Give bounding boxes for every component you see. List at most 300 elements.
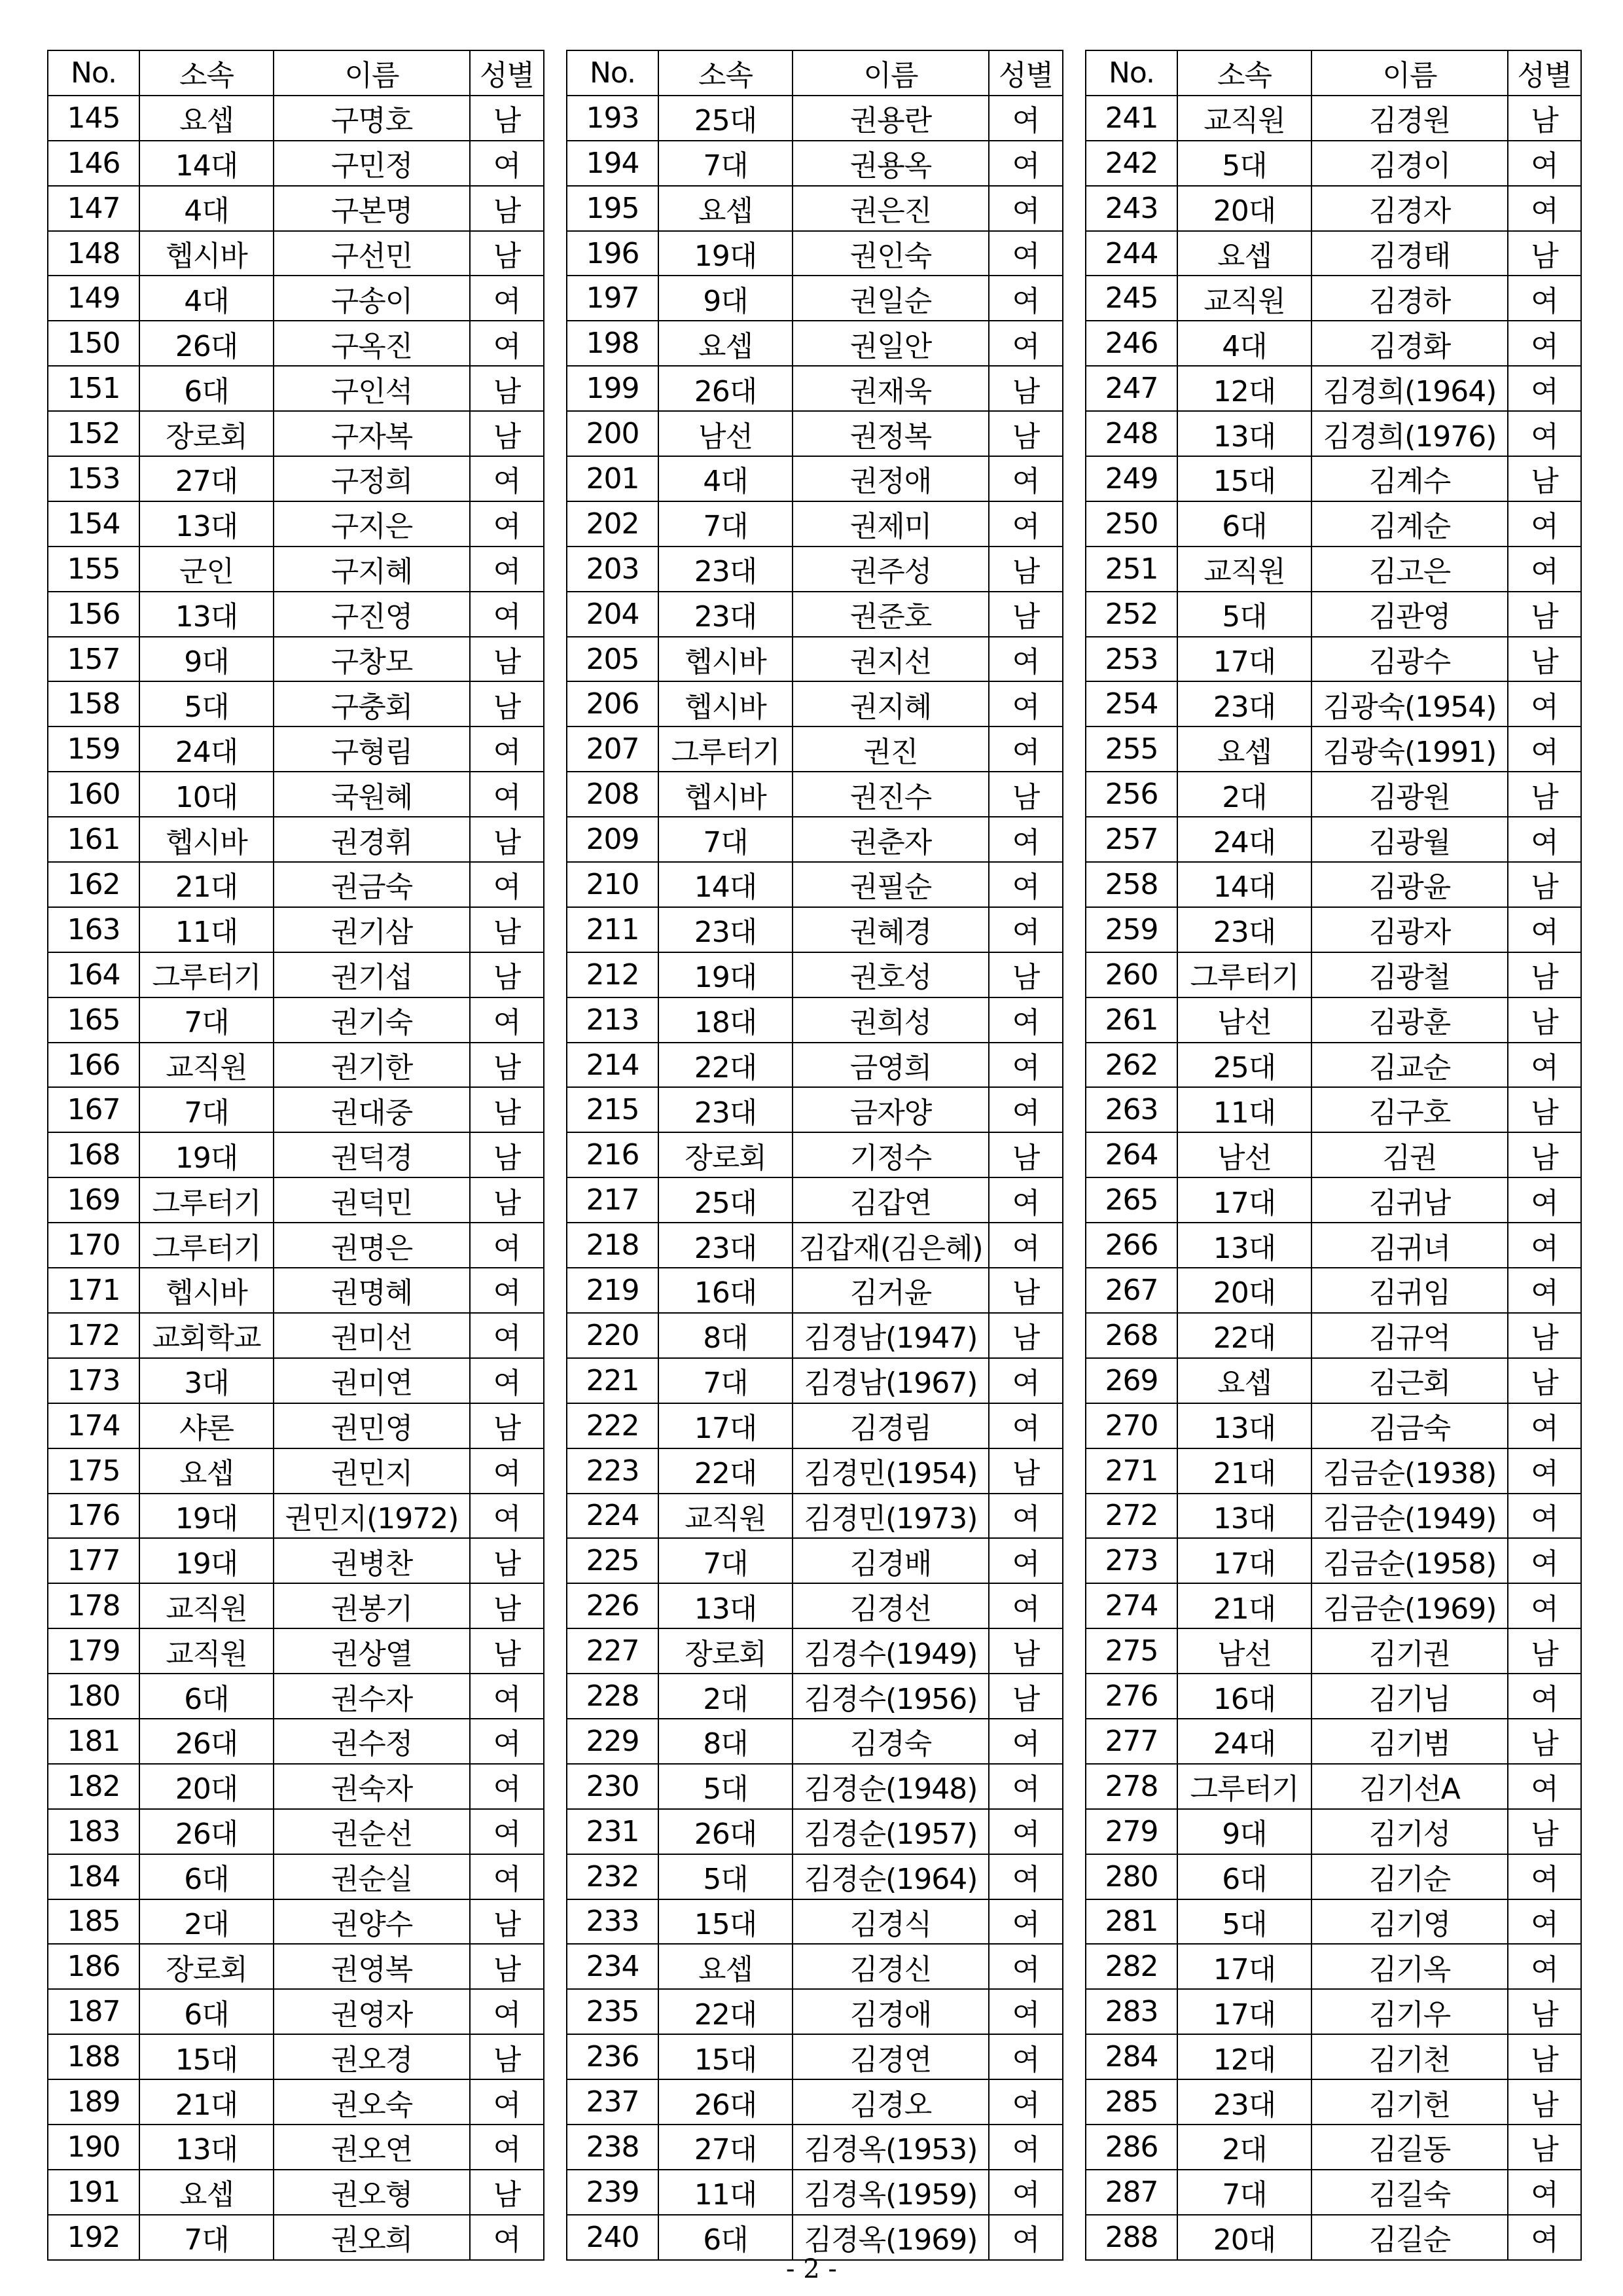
cell-no: 172 <box>48 1313 139 1358</box>
cell-no: 190 <box>48 2125 139 2170</box>
cell-affiliation: 22대 <box>658 1043 793 1088</box>
cell-affiliation: 20대 <box>1177 1268 1311 1313</box>
cell-gender: 여 <box>470 1719 544 1764</box>
cell-no: 280 <box>1086 1854 1177 1899</box>
cell-gender: 남 <box>470 952 544 997</box>
cell-no: 185 <box>48 1899 139 1945</box>
cell-no: 263 <box>1086 1087 1177 1132</box>
cell-affiliation: 5대 <box>1177 592 1311 637</box>
cell-affiliation: 15대 <box>658 2034 793 2079</box>
table-row <box>1086 637 1581 682</box>
cell-name: 김광자 <box>1311 907 1508 952</box>
cell-gender: 여 <box>989 2034 1063 2079</box>
cell-gender: 여 <box>989 501 1063 547</box>
cell-gender: 남 <box>470 96 544 141</box>
cell-gender: 여 <box>1508 2170 1581 2215</box>
cell-affiliation: 25대 <box>1177 1043 1311 1088</box>
cell-name: 권미연 <box>274 1358 470 1403</box>
cell-gender: 여 <box>989 1764 1063 1809</box>
cell-no: 177 <box>48 1538 139 1583</box>
cell-affiliation: 남선 <box>1177 1628 1311 1674</box>
table-row <box>1086 1313 1581 1358</box>
cell-affiliation: 8대 <box>658 1719 793 1764</box>
cell-name: 권용옥 <box>793 141 989 186</box>
header-gender: 성별 <box>989 50 1063 96</box>
cell-gender: 여 <box>1508 1899 1581 1945</box>
cell-no: 218 <box>567 1223 658 1268</box>
table-row <box>1086 1854 1581 1899</box>
cell-affiliation: 교직원 <box>139 1043 274 1088</box>
cell-affiliation: 17대 <box>1177 1944 1311 1989</box>
table-row <box>48 1132 544 1177</box>
cell-affiliation: 헵시바 <box>658 772 793 817</box>
table-row <box>1086 501 1581 547</box>
cell-affiliation: 19대 <box>658 952 793 997</box>
cell-no: 180 <box>48 1674 139 1719</box>
cell-no: 240 <box>567 2215 658 2260</box>
table-row <box>1086 1899 1581 1945</box>
cell-affiliation: 헵시바 <box>139 1268 274 1313</box>
cell-no: 195 <box>567 186 658 231</box>
cell-name: 김경화 <box>1311 321 1508 366</box>
cell-no: 165 <box>48 997 139 1043</box>
cell-affiliation: 남선 <box>658 411 793 456</box>
cell-affiliation: 7대 <box>658 501 793 547</box>
cell-gender: 여 <box>989 1809 1063 1854</box>
table-row <box>48 1764 544 1809</box>
cell-gender: 남 <box>470 1944 544 1989</box>
table-row <box>48 997 544 1043</box>
cell-no: 212 <box>567 952 658 997</box>
cell-affiliation: 6대 <box>139 1989 274 2034</box>
cell-affiliation: 그루터기 <box>139 1223 274 1268</box>
cell-gender: 남 <box>470 366 544 411</box>
cell-name: 구명호 <box>274 96 470 141</box>
cell-no: 192 <box>48 2215 139 2260</box>
cell-affiliation: 22대 <box>658 1448 793 1494</box>
cell-name: 김경원 <box>1311 96 1508 141</box>
table-row <box>48 2170 544 2215</box>
cell-no: 241 <box>1086 96 1177 141</box>
cell-name: 구옥진 <box>274 321 470 366</box>
cell-gender: 남 <box>470 1899 544 1945</box>
cell-no: 245 <box>1086 276 1177 321</box>
table-row <box>1086 231 1581 276</box>
cell-no: 161 <box>48 817 139 862</box>
cell-affiliation: 25대 <box>658 1177 793 1223</box>
cell-gender: 여 <box>989 2079 1063 2125</box>
table-row <box>1086 1944 1581 1989</box>
cell-name: 권수자 <box>274 1674 470 1719</box>
cell-name: 금영희 <box>793 1043 989 1088</box>
cell-no: 188 <box>48 2034 139 2079</box>
cell-gender: 여 <box>470 141 544 186</box>
cell-no: 207 <box>567 726 658 772</box>
cell-affiliation: 26대 <box>139 1719 274 1764</box>
cell-no: 203 <box>567 547 658 592</box>
cell-no: 259 <box>1086 907 1177 952</box>
cell-name: 김광숙(1954) <box>1311 681 1508 726</box>
cell-gender: 여 <box>1508 1403 1581 1448</box>
cell-no: 250 <box>1086 501 1177 547</box>
cell-gender: 여 <box>989 1989 1063 2034</box>
cell-no: 277 <box>1086 1719 1177 1764</box>
cell-gender: 여 <box>1508 411 1581 456</box>
cell-affiliation: 남선 <box>1177 1132 1311 1177</box>
cell-no: 215 <box>567 1087 658 1132</box>
cell-affiliation: 14대 <box>1177 862 1311 907</box>
cell-affiliation: 27대 <box>658 2125 793 2170</box>
cell-affiliation: 4대 <box>139 186 274 231</box>
cell-name: 김귀녀 <box>1311 1223 1508 1268</box>
cell-name: 김광숙(1991) <box>1311 726 1508 772</box>
cell-name: 권덕민 <box>274 1177 470 1223</box>
cell-name: 권경휘 <box>274 817 470 862</box>
table-row <box>48 862 544 907</box>
cell-name: 김기순 <box>1311 1854 1508 1899</box>
cell-affiliation: 7대 <box>658 1358 793 1403</box>
cell-no: 274 <box>1086 1583 1177 1628</box>
cell-name: 김길동 <box>1311 2125 1508 2170</box>
cell-no: 244 <box>1086 231 1177 276</box>
table-row <box>1086 1719 1581 1764</box>
cell-name: 구지은 <box>274 501 470 547</box>
table-row <box>48 321 544 366</box>
cell-affiliation: 6대 <box>1177 1854 1311 1899</box>
cell-affiliation: 2대 <box>658 1674 793 1719</box>
cell-no: 147 <box>48 186 139 231</box>
table-row <box>1086 772 1581 817</box>
cell-no: 268 <box>1086 1313 1177 1358</box>
cell-no: 217 <box>567 1177 658 1223</box>
cell-name: 권오연 <box>274 2125 470 2170</box>
cell-gender: 여 <box>1508 501 1581 547</box>
table-row <box>1086 952 1581 997</box>
table-row <box>1086 321 1581 366</box>
cell-affiliation: 남선 <box>1177 997 1311 1043</box>
cell-gender: 여 <box>1508 1494 1581 1539</box>
table-row <box>567 547 1063 592</box>
cell-no: 223 <box>567 1448 658 1494</box>
table-row <box>48 1809 544 1854</box>
cell-name: 김금숙 <box>1311 1403 1508 1448</box>
cell-no: 224 <box>567 1494 658 1539</box>
cell-gender: 여 <box>470 1313 544 1358</box>
cell-no: 266 <box>1086 1223 1177 1268</box>
cell-no: 226 <box>567 1583 658 1628</box>
cell-no: 205 <box>567 637 658 682</box>
cell-affiliation: 19대 <box>139 1494 274 1539</box>
table-row <box>567 952 1063 997</box>
cell-affiliation: 18대 <box>658 997 793 1043</box>
cell-affiliation: 13대 <box>1177 411 1311 456</box>
cell-gender: 남 <box>989 1628 1063 1674</box>
cell-affiliation: 5대 <box>1177 1899 1311 1945</box>
cell-gender: 여 <box>470 1268 544 1313</box>
table-row <box>48 1494 544 1539</box>
cell-affiliation: 요셉 <box>1177 231 1311 276</box>
cell-no: 209 <box>567 817 658 862</box>
cell-affiliation: 그루터기 <box>1177 1764 1311 1809</box>
cell-name: 기정수 <box>793 1132 989 1177</box>
cell-no: 200 <box>567 411 658 456</box>
cell-name: 김경림 <box>793 1403 989 1448</box>
cell-no: 151 <box>48 366 139 411</box>
cell-affiliation: 26대 <box>658 1809 793 1854</box>
cell-gender: 여 <box>989 637 1063 682</box>
table-row <box>567 1944 1063 1989</box>
cell-gender: 여 <box>989 862 1063 907</box>
cell-no: 206 <box>567 681 658 726</box>
cell-no: 287 <box>1086 2170 1177 2215</box>
cell-affiliation: 장로회 <box>139 411 274 456</box>
cell-gender: 남 <box>1508 96 1581 141</box>
table-row <box>567 1448 1063 1494</box>
cell-name: 권순선 <box>274 1809 470 1854</box>
cell-gender: 여 <box>1508 907 1581 952</box>
cell-name: 김경오 <box>793 2079 989 2125</box>
cell-name: 권영자 <box>274 1989 470 2034</box>
cell-affiliation: 헵시바 <box>139 231 274 276</box>
cell-affiliation: 24대 <box>1177 1719 1311 1764</box>
table-row <box>48 1674 544 1719</box>
cell-gender: 여 <box>470 321 544 366</box>
cell-gender: 남 <box>1508 1719 1581 1764</box>
cell-affiliation: 23대 <box>658 1087 793 1132</box>
cell-no: 173 <box>48 1358 139 1403</box>
table-row <box>567 2034 1063 2079</box>
roster-table-1 <box>47 50 544 2261</box>
table-row <box>567 1989 1063 2034</box>
cell-gender: 남 <box>989 1674 1063 1719</box>
cell-affiliation: 16대 <box>658 1268 793 1313</box>
cell-no: 219 <box>567 1268 658 1313</box>
table-row <box>567 1494 1063 1539</box>
cell-name: 김광윤 <box>1311 862 1508 907</box>
cell-name: 권순실 <box>274 1854 470 1899</box>
cell-no: 275 <box>1086 1628 1177 1674</box>
cell-name: 김경식 <box>793 1899 989 1945</box>
table-row <box>567 411 1063 456</box>
cell-name: 김금순(1969) <box>1311 1583 1508 1628</box>
cell-no: 191 <box>48 2170 139 2215</box>
cell-gender: 남 <box>989 772 1063 817</box>
cell-gender: 여 <box>1508 1448 1581 1494</box>
cell-gender: 여 <box>989 1403 1063 1448</box>
cell-no: 231 <box>567 1809 658 1854</box>
cell-affiliation: 13대 <box>1177 1403 1311 1448</box>
cell-gender: 여 <box>989 907 1063 952</box>
cell-no: 236 <box>567 2034 658 2079</box>
table-row <box>1086 186 1581 231</box>
table-row <box>48 276 544 321</box>
cell-gender: 여 <box>989 231 1063 276</box>
cell-affiliation: 요셉 <box>139 2170 274 2215</box>
cell-affiliation: 24대 <box>1177 817 1311 862</box>
table-row <box>567 1313 1063 1358</box>
cell-gender: 여 <box>470 1989 544 2034</box>
cell-name: 권봉기 <box>274 1583 470 1628</box>
cell-name: 김기성 <box>1311 1809 1508 1854</box>
cell-gender: 남 <box>470 637 544 682</box>
cell-affiliation: 24대 <box>139 726 274 772</box>
header-no: No. <box>567 50 658 96</box>
cell-name: 권기숙 <box>274 997 470 1043</box>
cell-no: 249 <box>1086 456 1177 501</box>
cell-name: 권영복 <box>274 1944 470 1989</box>
table-row <box>1086 592 1581 637</box>
cell-no: 196 <box>567 231 658 276</box>
cell-no: 270 <box>1086 1403 1177 1448</box>
table-row <box>48 681 544 726</box>
cell-affiliation: 12대 <box>1177 2034 1311 2079</box>
cell-gender: 여 <box>989 1538 1063 1583</box>
cell-affiliation: 21대 <box>139 862 274 907</box>
cell-no: 257 <box>1086 817 1177 862</box>
cell-no: 276 <box>1086 1674 1177 1719</box>
cell-affiliation: 11대 <box>1177 1087 1311 1132</box>
cell-affiliation: 9대 <box>1177 1809 1311 1854</box>
cell-name: 권민지(1972) <box>274 1494 470 1539</box>
cell-affiliation: 14대 <box>658 862 793 907</box>
cell-no: 233 <box>567 1899 658 1945</box>
cell-gender: 여 <box>1508 321 1581 366</box>
cell-affiliation: 19대 <box>139 1538 274 1583</box>
cell-affiliation: 13대 <box>139 592 274 637</box>
cell-name: 구선민 <box>274 231 470 276</box>
cell-gender: 여 <box>989 997 1063 1043</box>
table-row <box>48 186 544 231</box>
cell-name: 권덕경 <box>274 1132 470 1177</box>
cell-gender: 여 <box>989 2125 1063 2170</box>
cell-gender: 남 <box>1508 1809 1581 1854</box>
cell-gender: 여 <box>470 1358 544 1403</box>
cell-no: 159 <box>48 726 139 772</box>
cell-name: 권기삼 <box>274 907 470 952</box>
cell-gender: 여 <box>470 592 544 637</box>
table-row <box>48 1403 544 1448</box>
cell-affiliation: 13대 <box>658 1583 793 1628</box>
table-row <box>567 1674 1063 1719</box>
cell-name: 김계순 <box>1311 501 1508 547</box>
cell-gender: 여 <box>1508 1538 1581 1583</box>
cell-name: 김경태 <box>1311 231 1508 276</box>
header-gender: 성별 <box>470 50 544 96</box>
cell-no: 170 <box>48 1223 139 1268</box>
cell-gender: 남 <box>470 231 544 276</box>
cell-gender: 여 <box>1508 1268 1581 1313</box>
cell-gender: 여 <box>989 817 1063 862</box>
cell-name: 권양수 <box>274 1899 470 1945</box>
cell-affiliation: 7대 <box>658 817 793 862</box>
cell-affiliation: 2대 <box>139 1899 274 1945</box>
cell-affiliation: 26대 <box>658 366 793 411</box>
cell-affiliation: 17대 <box>658 1403 793 1448</box>
cell-name: 구민정 <box>274 141 470 186</box>
cell-gender: 남 <box>989 1268 1063 1313</box>
cell-name: 김경순(1948) <box>793 1764 989 1809</box>
table-row <box>48 592 544 637</box>
header-affiliation: 소속 <box>139 50 274 96</box>
cell-gender: 여 <box>470 1674 544 1719</box>
cell-name: 김갑연 <box>793 1177 989 1223</box>
page-number: - 2 - <box>786 2254 837 2284</box>
cell-no: 260 <box>1086 952 1177 997</box>
table-row <box>48 637 544 682</box>
cell-name: 권금숙 <box>274 862 470 907</box>
cell-affiliation: 헵시바 <box>658 681 793 726</box>
cell-affiliation: 6대 <box>658 2215 793 2260</box>
cell-gender: 남 <box>1508 1087 1581 1132</box>
cell-affiliation: 7대 <box>658 1538 793 1583</box>
cell-gender: 남 <box>1508 456 1581 501</box>
cell-gender: 여 <box>989 321 1063 366</box>
cell-affiliation: 26대 <box>139 321 274 366</box>
cell-name: 김갑재(김은혜) <box>793 1223 989 1268</box>
cell-gender: 남 <box>989 1132 1063 1177</box>
table-row <box>1086 1358 1581 1403</box>
cell-name: 권오숙 <box>274 2079 470 2125</box>
cell-name: 권오형 <box>274 2170 470 2215</box>
cell-affiliation: 21대 <box>1177 1448 1311 1494</box>
cell-no: 253 <box>1086 637 1177 682</box>
cell-affiliation: 13대 <box>1177 1223 1311 1268</box>
cell-name: 권혜경 <box>793 907 989 952</box>
table-row <box>567 2079 1063 2125</box>
cell-name: 김귀임 <box>1311 1268 1508 1313</box>
cell-name: 구자복 <box>274 411 470 456</box>
table-row <box>1086 862 1581 907</box>
cell-gender: 남 <box>1508 1358 1581 1403</box>
table-row <box>48 1448 544 1494</box>
cell-gender: 남 <box>470 1583 544 1628</box>
cell-no: 182 <box>48 1764 139 1809</box>
cell-affiliation: 11대 <box>658 2170 793 2215</box>
table-row <box>567 186 1063 231</box>
table-row <box>567 1628 1063 1674</box>
table-header-row <box>567 50 1063 96</box>
cell-gender: 여 <box>989 2215 1063 2260</box>
table-row <box>1086 2215 1581 2260</box>
cell-gender: 남 <box>470 1628 544 1674</box>
table-row <box>567 592 1063 637</box>
cell-gender: 남 <box>470 186 544 231</box>
cell-gender: 여 <box>1508 1177 1581 1223</box>
cell-gender: 남 <box>989 547 1063 592</box>
table-row <box>48 1358 544 1403</box>
table-row <box>567 276 1063 321</box>
cell-name: 권진수 <box>793 772 989 817</box>
table-row <box>567 1809 1063 1854</box>
cell-name: 김거윤 <box>793 1268 989 1313</box>
cell-no: 202 <box>567 501 658 547</box>
table-row <box>1086 141 1581 186</box>
cell-affiliation: 5대 <box>1177 141 1311 186</box>
table-row <box>567 907 1063 952</box>
cell-affiliation: 2대 <box>1177 2125 1311 2170</box>
table-row <box>567 681 1063 726</box>
cell-affiliation: 23대 <box>1177 681 1311 726</box>
cell-no: 227 <box>567 1628 658 1674</box>
cell-name: 권춘자 <box>793 817 989 862</box>
cell-name: 김경민(1954) <box>793 1448 989 1494</box>
cell-affiliation: 23대 <box>658 1223 793 1268</box>
cell-name: 김기범 <box>1311 1719 1508 1764</box>
cell-name: 김경옥(1969) <box>793 2215 989 2260</box>
cell-no: 168 <box>48 1132 139 1177</box>
cell-gender: 여 <box>989 1177 1063 1223</box>
cell-gender: 여 <box>470 862 544 907</box>
